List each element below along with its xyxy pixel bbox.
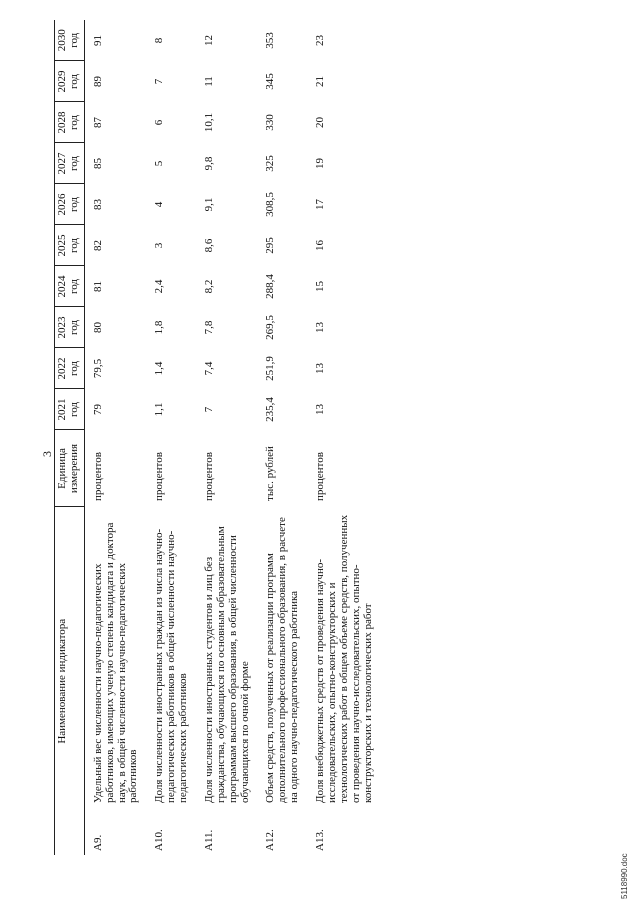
header-unit: Единица измерения — [55, 430, 85, 507]
header-year — [55, 348, 85, 389]
indicator-value: 8 — [153, 37, 166, 44]
header-indicator-name: Наименование индикатора — [55, 507, 85, 855]
table-row — [84, 20, 146, 855]
table-row — [196, 20, 258, 855]
indicator-value: 20 — [314, 116, 326, 128]
indicator-value: 308,5 — [264, 192, 277, 217]
table-header-row — [55, 20, 85, 855]
header-year-suffix: год — [67, 278, 80, 294]
header-year — [55, 20, 85, 61]
indicator-value: 15 — [314, 280, 326, 292]
indicator-value: 9,8 — [202, 156, 215, 171]
indicator-name: Доля внебюджетных средств от проведения научно-исследовательских, опытно-конструкторских и технологических работ в общем объеме средств, полученных от проведения научно-исследовательских, опытно-конструкторских и технологических работ — [314, 514, 374, 803]
indicator-value: 13 — [314, 403, 326, 415]
indicator-value: 13 — [314, 362, 326, 374]
indicator-value: 79 — [91, 403, 104, 415]
indicator-value: 19 — [314, 157, 326, 169]
indicator-value: 295 — [264, 237, 277, 254]
indicator-value: 7 — [202, 406, 215, 413]
header-year-number: 2024 — [56, 275, 68, 298]
indicator-value: 5 — [153, 160, 166, 167]
header-year-suffix: год — [67, 155, 80, 171]
table-row — [257, 20, 307, 855]
indicator-name: Доля численности иностранных студентов и лиц без гражданства, обучающихся по основным образовательным программам высшего образования, в общей численности обучающихся по очной форме — [202, 526, 251, 803]
indicator-value: 325 — [264, 155, 277, 172]
indicator-value: 353 — [264, 32, 277, 49]
indicator-value: 269,5 — [264, 315, 277, 340]
header-year-suffix: год — [67, 319, 80, 335]
header-year-suffix: год — [67, 114, 80, 130]
header-year-number: 2022 — [56, 357, 68, 380]
header-year-number: 2023 — [56, 316, 68, 339]
indicator-value: 330 — [264, 114, 277, 131]
indicator-value: 7,4 — [202, 361, 215, 376]
header-year-number: 2026 — [56, 193, 68, 216]
indicator-value: 79,5 — [91, 358, 104, 379]
header-year — [55, 307, 85, 348]
indicator-value: 251,9 — [264, 356, 277, 381]
indicator-value: 85 — [91, 157, 104, 169]
indicator-value: 288,4 — [264, 274, 277, 299]
indicator-value: 235,4 — [264, 397, 277, 422]
header-year — [55, 102, 85, 143]
table-body — [84, 20, 380, 855]
indicator-value: 3 — [153, 242, 166, 249]
table-row — [307, 20, 380, 855]
indicator-value: 87 — [91, 116, 104, 128]
header-year — [55, 143, 85, 184]
indicator-value: 9,1 — [202, 197, 215, 212]
header-year — [55, 61, 85, 102]
indicator-value: 2,4 — [153, 279, 166, 294]
indicator-table — [54, 20, 380, 855]
header-year-number: 2030 — [56, 29, 68, 52]
header-year-suffix: год — [67, 360, 80, 376]
document-id: 5118990.doc — [620, 853, 629, 899]
header-year-number: 2021 — [56, 398, 68, 421]
indicator-code: А9. — [91, 834, 104, 851]
indicator-value: 80 — [91, 321, 104, 333]
header-year-suffix: год — [67, 196, 80, 212]
indicator-value: 6 — [153, 119, 166, 126]
header-year — [55, 266, 85, 307]
indicator-code: А12. — [264, 829, 277, 851]
header-year — [55, 225, 85, 266]
header-year — [55, 389, 85, 430]
indicator-value: 1,8 — [153, 320, 166, 335]
indicator-value: 1,1 — [153, 402, 166, 417]
indicator-value: 1,4 — [153, 361, 166, 376]
indicator-value: 82 — [91, 239, 104, 251]
indicator-code: А13. — [314, 829, 326, 851]
indicator-unit: процентов — [153, 452, 166, 501]
indicator-value: 89 — [91, 75, 104, 87]
indicator-name: Объем средств, полученных от реализации программ дополнительного профессионального образования, в расчете на одного научно-педагогического работника — [264, 517, 301, 803]
indicator-value: 8,2 — [202, 279, 215, 294]
indicator-name: Удельный вес численности научно-педагогических работников, имеющих ученую степень кандидата и доктора наук, в общей численности научно-педагогических работников — [91, 522, 140, 803]
indicator-code: А10. — [153, 829, 166, 851]
indicator-unit: процентов — [314, 452, 326, 501]
header-year — [55, 184, 85, 225]
indicator-unit: процентов — [91, 452, 104, 501]
indicator-value: 8,6 — [202, 238, 215, 253]
indicator-value: 13 — [314, 321, 326, 333]
indicator-value: 16 — [314, 239, 326, 251]
indicator-unit: процентов — [202, 452, 215, 501]
indicator-unit: тыс. рублей — [264, 446, 277, 501]
header-year-number: 2027 — [56, 152, 68, 175]
header-year-suffix: год — [67, 73, 80, 89]
indicator-value: 7 — [153, 78, 166, 85]
indicator-value: 345 — [264, 73, 277, 90]
indicator-value: 11 — [202, 76, 215, 87]
indicator-value: 10,1 — [202, 112, 215, 133]
header-year-suffix: год — [67, 401, 80, 417]
table-row — [146, 20, 196, 855]
indicator-value: 23 — [314, 34, 326, 46]
header-year-number: 2028 — [56, 111, 68, 134]
header-year-number: 2029 — [56, 70, 68, 93]
indicator-name: Доля численности иностранных граждан из числа научно-педагогических работников в общей численности научно-педагогических работников — [153, 528, 189, 803]
indicator-value: 83 — [91, 198, 104, 210]
indicator-value: 4 — [153, 201, 166, 208]
indicator-value: 7,8 — [202, 320, 215, 335]
indicator-value: 81 — [91, 280, 104, 292]
indicator-value: 21 — [314, 75, 326, 87]
header-year-suffix: год — [67, 237, 80, 253]
header-year-suffix: год — [67, 32, 80, 48]
header-year-number: 2025 — [56, 234, 68, 257]
page-number: 3 — [40, 451, 54, 457]
indicator-value: 17 — [314, 198, 326, 210]
indicator-value: 91 — [91, 34, 104, 46]
indicator-code: А11. — [202, 829, 215, 851]
indicator-value: 12 — [202, 34, 215, 46]
